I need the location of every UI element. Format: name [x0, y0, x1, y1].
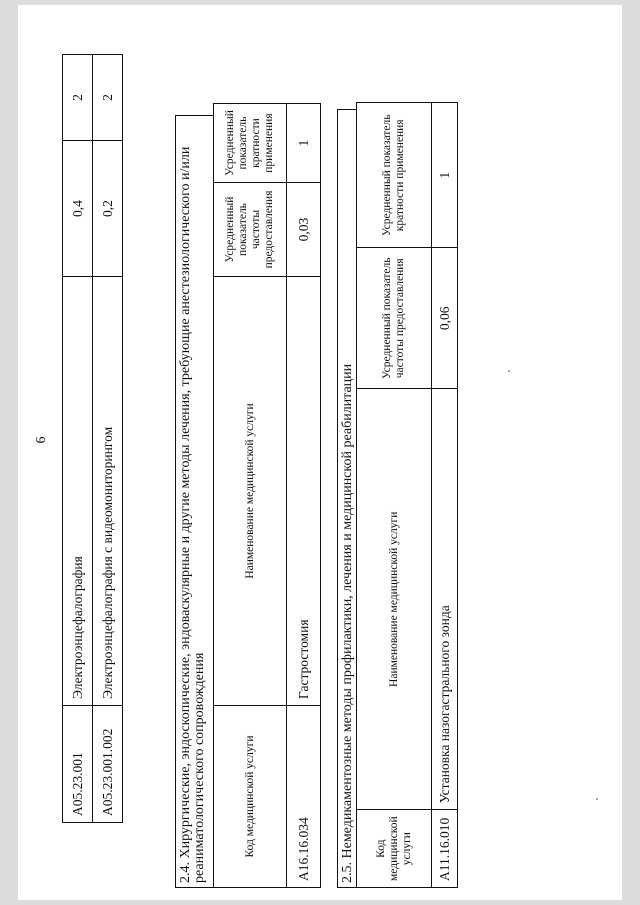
frequency-value: 0,03	[287, 183, 321, 277]
page-number: 6	[34, 436, 49, 444]
document-page	[18, 5, 622, 900]
multiplicity-value: 1	[287, 104, 321, 183]
header-frequency: Усредненный показатель частоты предоставления	[357, 248, 432, 389]
service-code: A16.16.034	[287, 706, 321, 888]
table-section-2-5	[356, 102, 458, 888]
multiplicity-value: 1	[432, 103, 458, 248]
header-code: Код медицинской услуги	[357, 810, 432, 888]
table-top	[62, 54, 123, 823]
table-header-row	[357, 103, 432, 888]
rotated-page-content	[18, 5, 622, 900]
table-section-2-4	[213, 103, 321, 888]
service-code: A05.23.001.002	[93, 706, 123, 823]
service-name: Гастростомия	[287, 277, 321, 706]
table-row	[63, 55, 93, 823]
scan-speck	[596, 798, 598, 800]
multiplicity-value: 2	[93, 55, 123, 141]
header-multiplicity: Усредненный показатель кратности применения	[214, 104, 287, 183]
header-multiplicity: Усредненный показатель кратности применения	[357, 103, 432, 248]
table-header-row	[214, 104, 287, 888]
service-code: A11.16.010	[432, 810, 458, 888]
section-2-5-title: 2.5. Немедикаментозные методы профилактики, лечения и медицинской реабилитации	[337, 109, 357, 888]
service-name: Электроэнцефалография с видеомониторингом	[93, 277, 123, 706]
service-name: Установка назогастрального зонда	[432, 389, 458, 810]
scan-speck	[508, 370, 510, 372]
section-2-4-title: 2.4. Хирургические, эндоскопические, эндоваскулярные и другие методы лечения, требующие анестезиологического и/или реаниматологического сопровождения	[175, 115, 214, 888]
header-name: Наименование медицинской услуги	[214, 277, 287, 706]
multiplicity-value: 2	[63, 55, 93, 141]
service-code: A05.23.001	[63, 706, 93, 823]
frequency-value: 0,06	[432, 248, 458, 389]
frequency-value: 0,4	[63, 141, 93, 277]
frequency-value: 0,2	[93, 141, 123, 277]
table-row	[432, 103, 458, 888]
header-name: Наименование медицинской услуги	[357, 389, 432, 810]
header-frequency: Усредненный показатель частоты предоставления	[214, 183, 287, 277]
header-code: Код медицинской услуги	[214, 706, 287, 888]
table-row	[93, 55, 123, 823]
table-row	[287, 104, 321, 888]
service-name: Электроэнцефалография	[63, 277, 93, 706]
